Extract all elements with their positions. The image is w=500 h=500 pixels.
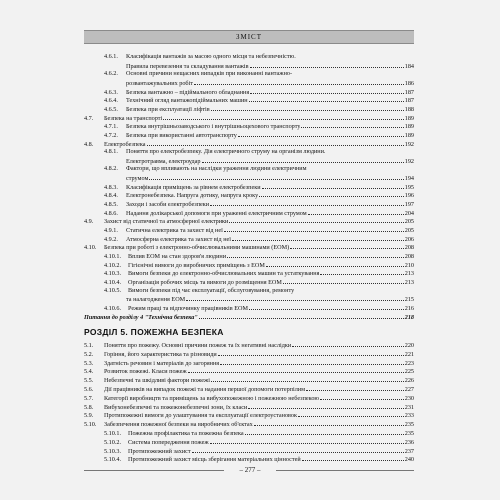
toc-row-page: 226 <box>404 377 414 385</box>
toc-row-page: 213 <box>404 278 414 286</box>
toc-row-number: 4.10.3. <box>104 270 122 278</box>
toc-row <box>84 358 414 367</box>
toc-row-number: 4.8. <box>84 140 94 148</box>
toc-row-page: 235 <box>404 421 414 429</box>
toc-row-title: Здатність речовин і матеріалів до загоряння <box>104 359 220 367</box>
toc-row-page: 210 <box>404 261 414 269</box>
toc-row-number: 4.6.3. <box>104 88 118 96</box>
toc-row-page: 184 <box>404 62 414 70</box>
toc-row-leader <box>245 428 404 435</box>
toc-row-title: Протипожежний захист місць зберігання матеріальних цінностей <box>128 456 301 464</box>
toc-row-number: 4.8.2. <box>104 165 118 173</box>
toc-row <box>84 419 414 428</box>
toc-row-title: Вплив ЕОМ на стан здоров'я людини <box>128 252 227 260</box>
toc-row-number: 4.9.1. <box>104 227 118 234</box>
toc-row-title: Надання долікарської допомоги при ураженні електричним струмом <box>126 209 307 217</box>
toc-row-title: Класифікація приміщень за рівнем електробезпеки <box>126 183 261 191</box>
toc-row-leader <box>302 454 404 461</box>
toc-row-title: Забезпечення пожежної безпеки на виробничих об'єктах <box>104 421 253 429</box>
toc-row-page: 186 <box>404 79 414 87</box>
toc-row-title: Пожежна профілактика та пожежна безпека <box>128 430 244 437</box>
toc-row-title: Електробезпека <box>104 140 146 148</box>
toc-row-page: 213 <box>404 270 414 278</box>
toc-row-page: 235 <box>404 430 414 437</box>
toc-row-page: 194 <box>404 175 414 183</box>
toc-row-title: Організація робочих місць та вимоги до розміщення ЕОМ <box>128 278 282 286</box>
toc-row-page: 227 <box>404 386 414 393</box>
toc-row-number: 4.10.6. <box>104 304 122 312</box>
toc-row-page: 216 <box>404 304 414 312</box>
toc-row-number: 4.6.5. <box>104 105 118 113</box>
toc-row-title: Поняття про пожежу. Основні причини пожеж та їх негативні наслідки <box>104 342 292 349</box>
toc-row-title: та налагодження ЕОМ <box>126 296 186 304</box>
toc-row-number: 5.2. <box>84 350 94 358</box>
toc-row-page: 189 <box>404 123 414 131</box>
toc-row-leader <box>188 366 404 373</box>
toc-row-title: Безпека на транспорті <box>104 114 163 122</box>
toc-row-page: 192 <box>404 157 414 165</box>
toc-row-title: Безпека внутрішньозаводського і внутрішньоцехового транспорту <box>126 123 301 131</box>
toc-row-page: 225 <box>404 368 414 376</box>
toc-row-page: 208 <box>404 244 414 252</box>
toc-row-leader <box>192 446 404 453</box>
toc-row-title: Небезпечні та шкідливі фактори пожежі <box>104 377 210 385</box>
toc-row-page: 204 <box>404 209 414 217</box>
toc-row-title: Безпека при роботі з електронно-обчислювальними машинами (ЕОМ) <box>104 244 290 252</box>
toc-row-number: 4.10.4. <box>104 278 122 286</box>
toc-row-number: 4.8.6. <box>104 209 118 217</box>
toc-row-page: 218 <box>404 313 414 321</box>
toc-row-page: 187 <box>404 88 414 96</box>
toc-row <box>84 384 414 393</box>
toc-row-number: 4.7.2. <box>104 131 118 139</box>
toc-row-number: 4.8.5. <box>104 201 118 209</box>
toc-row-title: Статична електрика та захист від неї <box>126 227 223 234</box>
toc-row-number: 4.6.1. <box>104 53 118 60</box>
toc-row-number: 5.10.2. <box>104 438 122 446</box>
toc-row <box>84 366 414 375</box>
toc-row-page: 205 <box>404 218 414 226</box>
toc-row-number: 5.10.4. <box>104 456 122 464</box>
toc-row-number: 5.9. <box>84 412 94 420</box>
toc-row-leader <box>210 437 404 444</box>
toc-row-page: 221 <box>404 350 414 358</box>
toc-row-leader <box>306 384 404 391</box>
toc-row-title: Розвиток пожежі. Класи пожеж <box>104 368 187 376</box>
toc-row-number: 4.10. <box>84 244 97 252</box>
toc-row-number: 4.10.2. <box>104 261 122 269</box>
toc-row-title: Технічний огляд вантажопідіймальних машин <box>126 97 248 105</box>
toc-row-title: Питання до розділу 4 "Технічна безпека" <box>84 313 198 321</box>
toc-row <box>104 428 414 437</box>
toc-row-title: Атмосферна електрика та захист від неї <box>126 235 231 243</box>
toc-row-title: Захист від статичної та атмосферної електрики <box>104 218 229 226</box>
toc-row-page: 189 <box>404 131 414 139</box>
toc-row <box>84 410 414 419</box>
toc-row-number: 4.8.4. <box>104 192 118 200</box>
toc-row-leader <box>211 375 404 382</box>
toc-row-leader <box>292 340 404 347</box>
toc-row-page: 205 <box>404 227 414 234</box>
toc-row-number: 4.10.5. <box>104 286 122 294</box>
toc-row-title: Класифікація вантажів за масою одного місця та небезпечністю. <box>126 53 296 60</box>
toc-row-page: 206 <box>404 235 414 243</box>
toc-row-page: 231 <box>404 403 414 411</box>
toc-row-leader <box>298 410 404 417</box>
toc-row-number: 5.10.1. <box>104 430 122 437</box>
toc-row-page: 230 <box>404 394 414 402</box>
toc-row <box>104 446 414 455</box>
toc-row-title: Поняття про електробезпеку. Дія електричного струму на організм людини. <box>126 148 326 156</box>
toc-row-title: розвантажувальних робіт <box>126 79 193 87</box>
toc-row-page: 215 <box>404 296 414 304</box>
toc-row-page: 189 <box>404 114 414 122</box>
toc-row-title: Безпека при експлуатації ліфтів <box>126 105 210 113</box>
toc-row-number: 4.8.3. <box>104 183 118 191</box>
toc-row-number: 4.6.2. <box>104 70 118 78</box>
toc-row <box>84 340 414 349</box>
toc-row-number: 5.1. <box>84 342 94 349</box>
page-number: – 277 – <box>239 466 261 474</box>
toc-row <box>84 375 414 384</box>
toc-row-title: Режим праці та відпочинку працівників ЕОМ <box>128 304 248 312</box>
toc-row-leader <box>218 349 404 356</box>
toc-row-leader <box>320 393 404 400</box>
toc-row <box>84 402 414 411</box>
toc-row-title: Заходи і засоби електробезпеки <box>126 201 210 209</box>
toc-row-title: Дії працівників на випадок пожежі та надання першої допомоги потерпілим <box>104 386 306 393</box>
toc-row-number: 4.9.2. <box>104 235 118 243</box>
toc-row-page: 197 <box>404 201 414 209</box>
toc-row-number: 4.10.1. <box>104 252 122 260</box>
toc-row-page: 196 <box>404 192 414 200</box>
toc-row-number: 5.6. <box>84 386 94 393</box>
toc-row-title: Категорії виробництв та приміщень за вибухопожежною і пожежною небезпекою <box>104 394 320 402</box>
toc-row-number: 4.7.1. <box>104 123 118 131</box>
toc-row-title: Електротравма, електроудар <box>126 157 201 165</box>
toc-row-number: 5.7. <box>84 394 94 402</box>
running-header: ЗМІСТ <box>84 30 414 44</box>
toc-row-number: 4.9. <box>84 218 94 226</box>
toc-row-page: 240 <box>404 456 414 464</box>
toc-row-title: Безпека при використанні автотранспорту <box>126 131 237 139</box>
toc-row-number: 5.8. <box>84 403 94 411</box>
toc-row-title: Протипожежний захист <box>128 447 191 455</box>
toc-row-title: Гігієнічні вимоги до виробничих приміщень з ЕОМ <box>128 261 265 269</box>
toc-row-number: 5.5. <box>84 377 94 385</box>
toc-row-title: Вимоги безпеки до електронно-обчислювальних машин та устаткування <box>128 270 320 278</box>
toc-row-page: 208 <box>404 252 414 260</box>
footer-rule-right <box>276 470 414 471</box>
toc-row-title: Вибухонебезпечні та пожежонебезпечні зони, їх класи <box>104 403 248 411</box>
toc-row-leader <box>254 419 404 426</box>
toc-row-page: 233 <box>404 412 414 420</box>
toc-row-page: 236 <box>404 438 414 446</box>
toc-row-title: Безпека вантажно – підіймального обладнання <box>126 88 250 96</box>
toc-row <box>104 454 414 463</box>
toc-row-number: 4.7. <box>84 114 94 122</box>
toc-row-title: Протипожежні вимоги до улаштування та експлуатації електроустановок <box>104 412 298 420</box>
toc-row-title: струмом <box>126 175 149 183</box>
section-5-title: РОЗДІЛ 5. ПОЖЕЖНА БЕЗПЕКА <box>84 327 224 337</box>
toc-row-leader <box>248 402 403 409</box>
toc-row-number: 4.6.4. <box>104 97 118 105</box>
toc-row-leader <box>220 358 404 365</box>
toc-row-page: 195 <box>404 183 414 191</box>
toc-row <box>104 437 414 446</box>
toc-row-title: Горіння, його характеристика та різновиди <box>104 350 217 358</box>
toc-row-title: Система попередження пожеж <box>128 438 209 446</box>
toc-row <box>84 349 414 358</box>
toc-row-number: 4.8.1. <box>104 148 118 156</box>
toc-row-page: 237 <box>404 447 414 455</box>
toc-row-page: 187 <box>404 97 414 105</box>
toc-row-title: Електронебезпека. Напруга дотику, напруга кроку <box>126 192 259 200</box>
toc-row-page: 188 <box>404 105 414 113</box>
toc-row-number: 5.10. <box>84 421 97 429</box>
toc-row-number: 5.10.3. <box>104 447 122 455</box>
toc-row <box>84 393 414 402</box>
toc-row-number: 5.3. <box>84 359 94 367</box>
footer-rule-left <box>84 470 224 471</box>
toc-row-title: Правила перевезення та складування вантажів <box>126 62 249 70</box>
toc-row-title: Фактори, що впливають на наслідки ураження людини електричним <box>126 165 307 173</box>
toc-row-title: Основні причини нещасних випадків при виконанні вантажно- <box>126 70 293 78</box>
toc-row-title: Вимоги безпеки під час експлуатації, обслуговування, ремонту <box>128 286 295 294</box>
toc-row-number: 5.4. <box>84 368 94 376</box>
toc-row-page: 192 <box>404 140 414 148</box>
toc-row-page: 223 <box>404 359 414 367</box>
toc-row-page: 220 <box>404 342 414 349</box>
